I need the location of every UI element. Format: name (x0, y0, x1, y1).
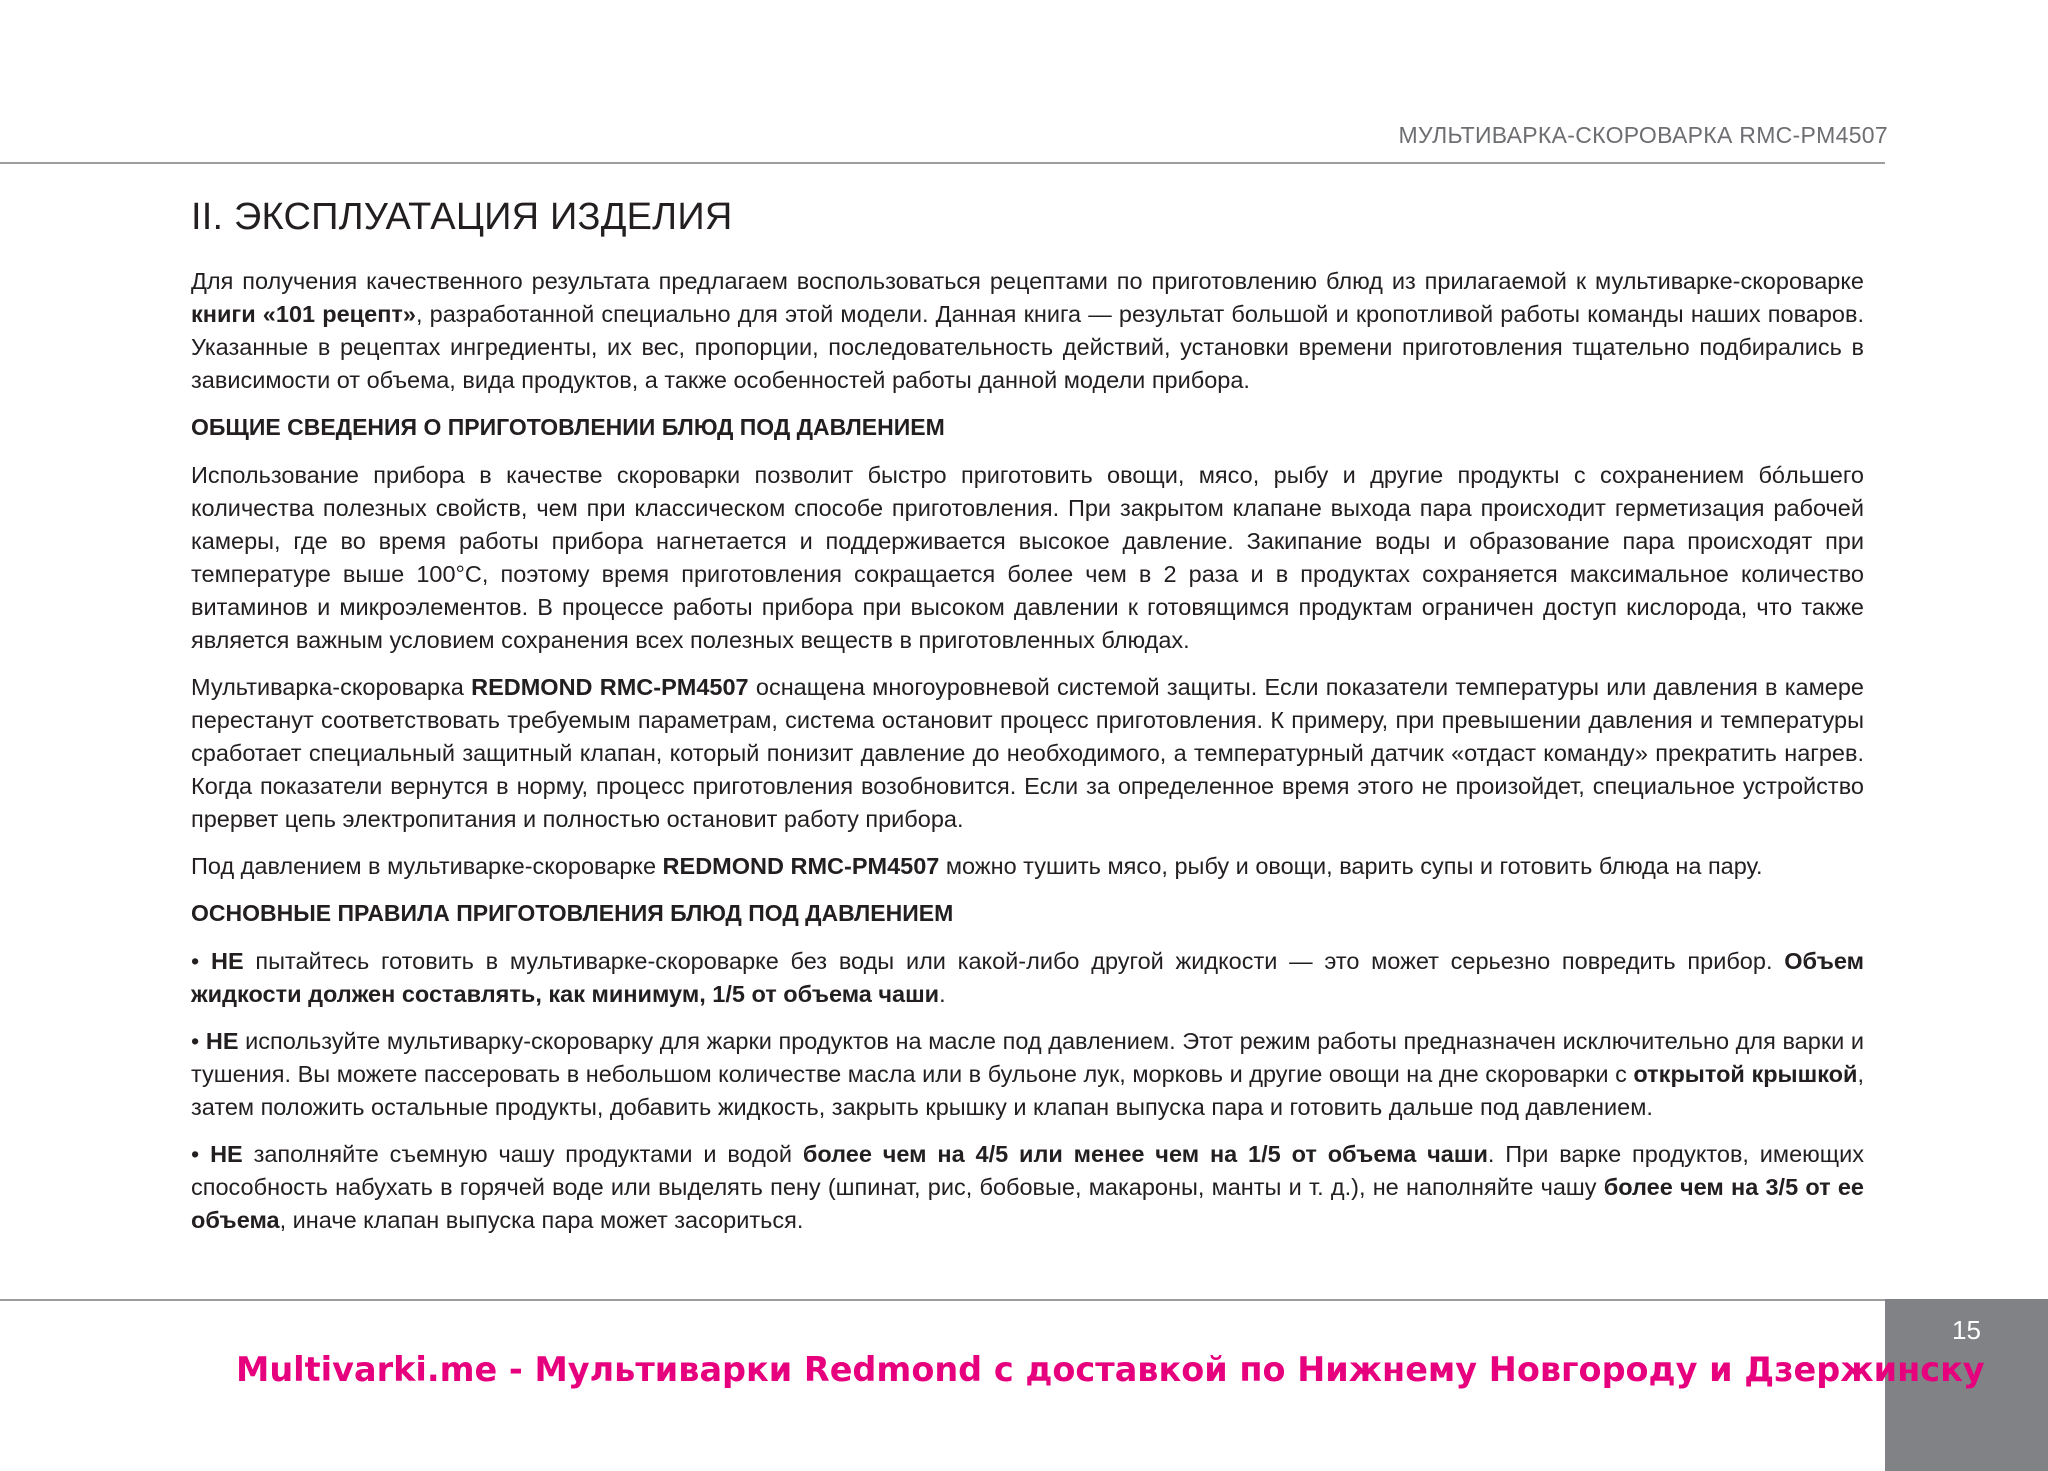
paragraph-protection-system (191, 671, 1864, 836)
bold-run: REDMOND RMC-PM4507 (471, 674, 749, 700)
text-run: оснащена многоуровневой системой защиты. Если показатели температуры или давления в камере перестанут соответствовать требуемым параметрам, система остановит процесс приготовления. К примеру, при превышении давления и температуры сработает специальный защитный клапан, который понизит давление до необходимого, а температурный датчик «отдаст команду» прекратить нагрев. Когда показатели вернутся в норму, процесс приготовления возобновится. Если за определенное время этого не произойдет, специальное устройство прервет цепь электропитания и полностью остановит работу прибора. (191, 674, 1864, 832)
running-header: МУЛЬТИВАРКА-СКОРОВАРКА RMC-PM4507 (1398, 122, 1888, 148)
bold-run: НЕ (211, 948, 244, 974)
text-run: , иначе клапан выпуска пара может засориться. (279, 1207, 804, 1233)
page-number: 15 (1952, 1315, 1981, 1345)
text-run: Под давлением в мультиварке-скороварке (191, 853, 663, 879)
rule-item (191, 1138, 1864, 1237)
text-run: Мультиварка-скороварка (191, 674, 472, 700)
bold-run: открытой крышкой (1633, 1061, 1858, 1087)
intro-paragraph (191, 265, 1864, 397)
text-run: пытайтесь готовить в мультиварке-скороварке без воды или какой-либо другой жидкости — это может серьезно повредить прибор. (243, 948, 1785, 974)
paragraph-pressure-uses (191, 850, 1864, 883)
bullet: • (191, 948, 211, 974)
header-rule (0, 162, 1885, 164)
text-run: заполняйте съемную чашу продуктами и водой (242, 1141, 803, 1167)
bold-run: более чем на 3/5 от ее объема (191, 1174, 1864, 1233)
bullet: • (191, 1141, 211, 1167)
subheading-main-rules: ОСНОВНЫЕ ПРАВИЛА ПРИГОТОВЛЕНИЯ БЛЮД ПОД ДАВЛЕНИЕМ (191, 900, 954, 926)
section-title: II. ЭКСПЛУАТАЦИЯ ИЗДЕЛИЯ (191, 196, 733, 238)
page-content (191, 196, 1864, 1251)
rule-item (191, 945, 1864, 1011)
bold-run: более чем на 4/5 или менее чем на 1/5 от объема чаши (802, 1141, 1488, 1167)
bold-run: книги «101 рецепт» (191, 301, 416, 327)
bold-run: НЕ (210, 1141, 243, 1167)
bold-run: Объем жидкости должен составлять, как минимум, 1/5 от объема чаши (191, 948, 1864, 1007)
text-run: , разработанной специально для этой модели. Данная книга — результат большой и кропотливой работы команды наших поваров. Указанные в рецептах ингредиенты, их вес, пропорции, последовательность действий, установки времени приготовления тщательно подбирались в зависимости от объема, вида продуктов, а также особенностей работы данной модели прибора. (191, 301, 1865, 393)
text-run: . При варке продуктов, имеющих способность набухать в горячей воде или выделять пену (шпинат, рис, бобовые, макароны, манты и т. д.), не наполняйте чашу (191, 1141, 1864, 1200)
subheading-general-info: ОБЩИЕ СВЕДЕНИЯ О ПРИГОТОВЛЕНИИ БЛЮД ПОД ДАВЛЕНИЕМ (191, 414, 945, 440)
text-run: Для получения качественного результата предлагаем воспользоваться рецептами по приготовлению блюд из прилагаемой к мультиварке-скороварке (191, 268, 1864, 294)
rule-item (191, 1025, 1864, 1124)
paragraph-pressure-benefits: Использование прибора в качестве скороварки позволит быстро приготовить овощи, мясо, рыбу и другие продукты с сохранением бóльшего количества полезных свойств, чем при классическом способе приготовления. При закрытом клапане выхода пара происходит герметизация рабочей камеры, где во время работы прибора нагнетается и поддерживается высокое давление. Закипание воды и образование пара происходят при температуре выше 100°С, поэтому время приготовления сокращается более чем в 2 раза и в продуктах сохраняется максимальное количество витаминов и микроэлементов. В процессе работы прибора при высоком давлении к готовящимся продуктам ограничен доступ кислорода, что также является важным условием сохранения всех полезных веществ в приготовленных блюдах. (191, 462, 1864, 653)
footer-rule (0, 1299, 1885, 1301)
bold-run: REDMOND RMC-PM4507 (662, 853, 940, 879)
ad-banner-link[interactable]: Multivarki.me - Мультиварки Redmond с доставкой по Нижнему Новгороду и Дзержинску (236, 1350, 1985, 1389)
text-run: , затем положить остальные продукты, добавить жидкость, закрыть крышку и клапан выпуска пара и готовить дальше под давлением. (191, 1061, 1864, 1120)
text-run: можно тушить мясо, рыбу и овощи, варить супы и готовить блюда на пару. (939, 853, 1763, 879)
text-run: используйте мультиварку-скороварку для жарки продуктов на масле под давлением. Этот режим работы предназначен исключительно для варки и тушения. Вы можете пассеровать в небольшом количестве масла или в бульоне лук, морковь и другие овощи на дне скороварки с (191, 1028, 1864, 1087)
bullet: • (191, 1028, 206, 1054)
bold-run: НЕ (205, 1028, 239, 1054)
text-run: . (939, 981, 946, 1007)
